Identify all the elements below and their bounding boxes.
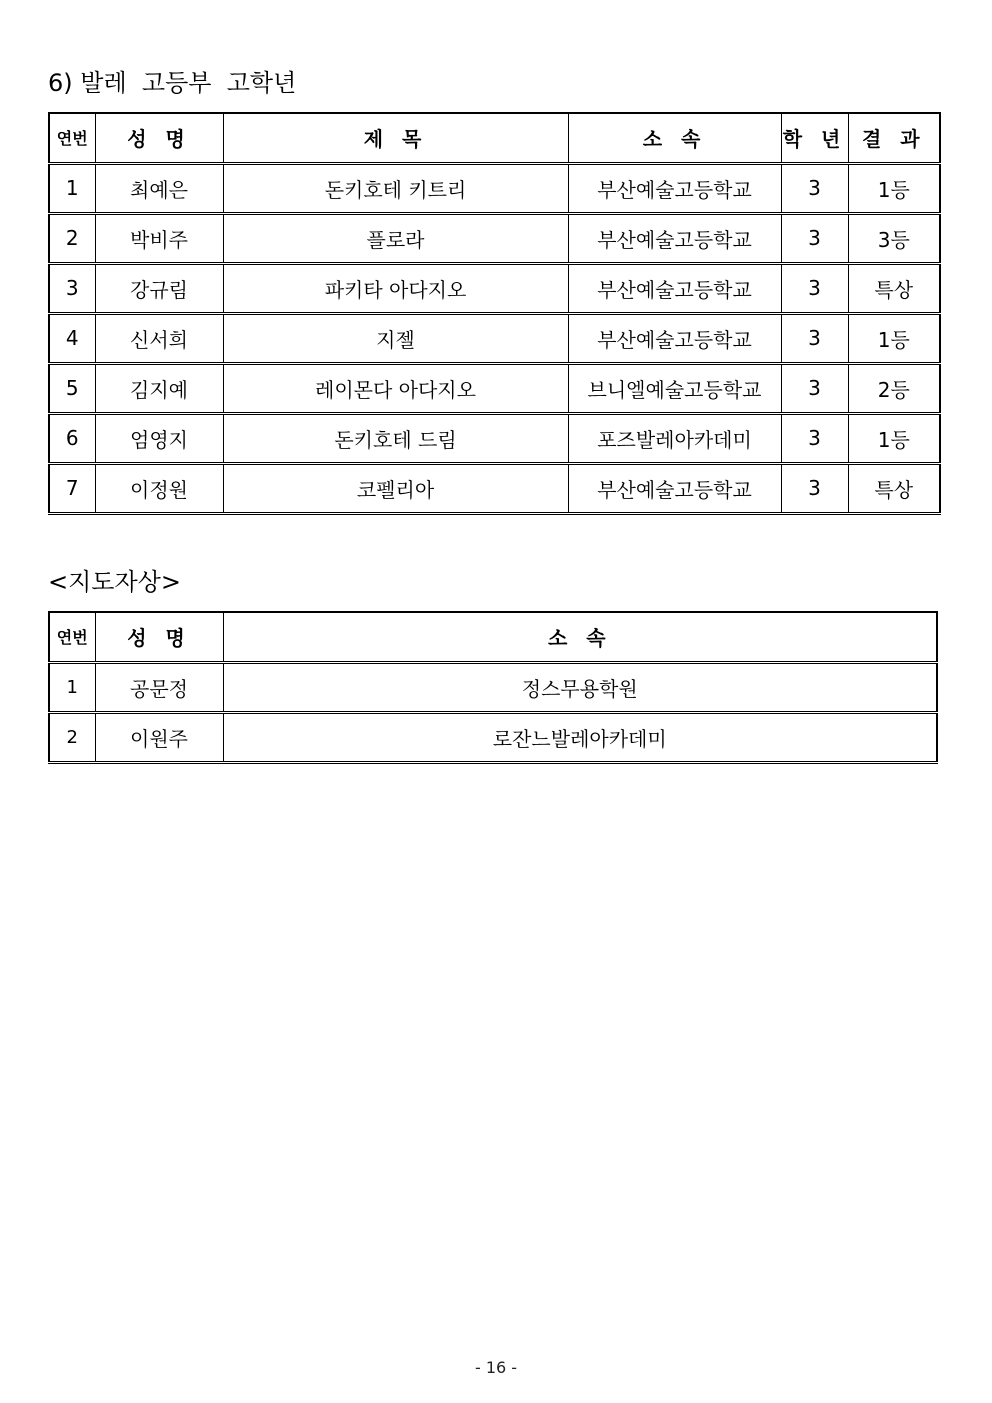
cell-no: 6 [49,413,95,463]
cell-result: 1등 [848,163,940,213]
cell-grade: 3 [781,263,848,313]
cell-no: 1 [49,662,95,712]
cell-no: 2 [49,213,95,263]
cell-result: 1등 [848,313,940,363]
cell-no: 5 [49,363,95,413]
cell-affiliation: 브니엘예술고등학교 [568,363,781,413]
cell-no: 7 [49,463,95,513]
cell-work: 돈키호테 드림 [223,413,568,463]
header-work: 제 목 [223,113,568,163]
table-row [49,413,940,463]
table-row [49,662,937,712]
cell-work: 파키타 아다지오 [223,263,568,313]
section-title-ballet-high-senior: 6) 발레 고등부 고학년 [48,69,297,97]
cell-name: 박비주 [95,213,223,263]
cell-name: 이정원 [95,463,223,513]
cell-result: 1등 [848,413,940,463]
table-row [49,263,940,313]
cell-result: 2등 [848,363,940,413]
table-row [49,213,940,263]
table-row [49,363,940,413]
header-name: 성 명 [95,113,223,163]
cell-work: 레이몬다 아다지오 [223,363,568,413]
teacher-award-table [48,611,938,764]
cell-affiliation: 부산예술고등학교 [568,463,781,513]
cell-affiliation: 부산예술고등학교 [568,163,781,213]
cell-result: 특상 [848,463,940,513]
cell-affiliation: 부산예술고등학교 [568,263,781,313]
header-name: 성 명 [95,612,223,662]
cell-work: 돈키호테 키트리 [223,163,568,213]
cell-work: 플로라 [223,213,568,263]
header-grade: 학 년 [781,113,848,163]
table-header-row [49,612,937,662]
cell-name: 엄영지 [95,413,223,463]
header-affiliation: 소 속 [223,612,937,662]
cell-result: 특상 [848,263,940,313]
results-table [48,112,941,515]
cell-affiliation: 부산예술고등학교 [568,313,781,363]
cell-grade: 3 [781,363,848,413]
section-title-teacher-award: <지도자상> [48,568,181,596]
cell-name: 이원주 [95,712,223,762]
cell-no: 1 [49,163,95,213]
cell-work: 지젤 [223,313,568,363]
cell-name: 김지예 [95,363,223,413]
page-number: - 16 - [474,1358,518,1377]
cell-affiliation: 포즈발레아카데미 [568,413,781,463]
cell-work: 코펠리아 [223,463,568,513]
cell-grade: 3 [781,313,848,363]
cell-result: 3등 [848,213,940,263]
header-affiliation: 소 속 [568,113,781,163]
header-result: 결 과 [848,113,940,163]
cell-name: 강규림 [95,263,223,313]
cell-affiliation: 부산예술고등학교 [568,213,781,263]
cell-grade: 3 [781,213,848,263]
table-row [49,463,940,513]
cell-name: 신서희 [95,313,223,363]
cell-affiliation: 로잔느발레아카데미 [223,712,937,762]
cell-name: 공문정 [95,662,223,712]
cell-grade: 3 [781,413,848,463]
cell-no: 3 [49,263,95,313]
cell-affiliation: 정스무용학원 [223,662,937,712]
cell-no: 2 [49,712,95,762]
header-no: 연번 [49,612,95,662]
table-row [49,313,940,363]
cell-name: 최예은 [95,163,223,213]
header-no: 연번 [49,113,95,163]
cell-no: 4 [49,313,95,363]
table-header-row [49,113,940,163]
table-row [49,712,937,762]
cell-grade: 3 [781,163,848,213]
cell-grade: 3 [781,463,848,513]
table-row [49,163,940,213]
